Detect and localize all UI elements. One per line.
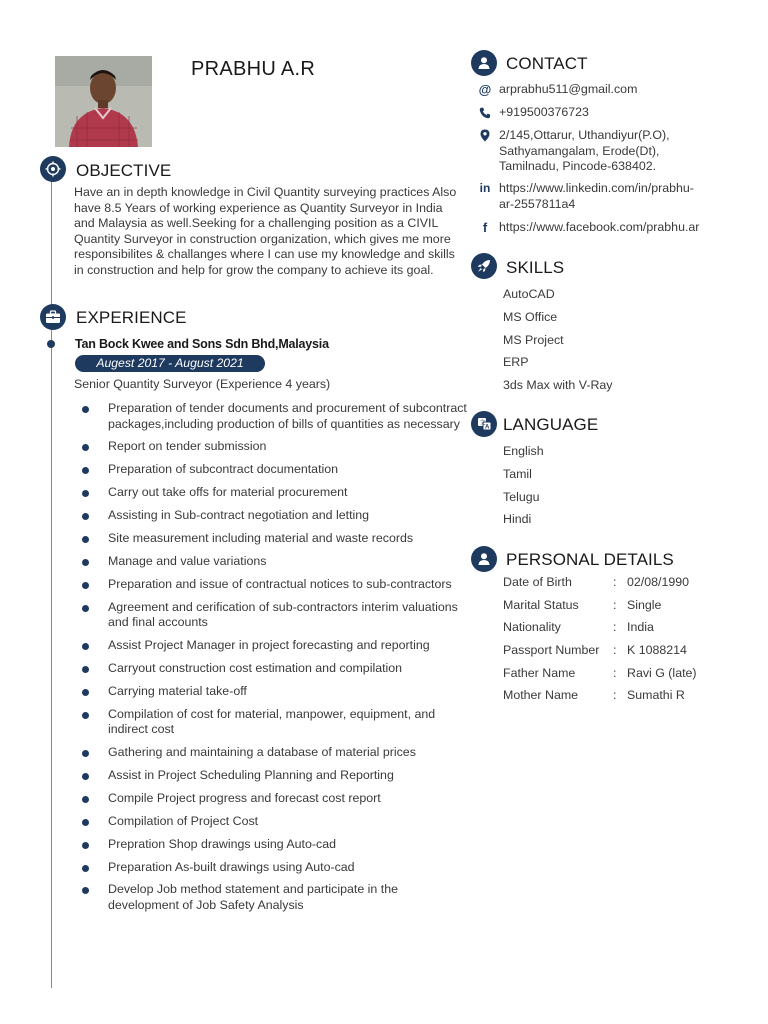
language-list <box>503 444 544 535</box>
list-item: Carry out take offs for material procurement <box>82 485 470 501</box>
personal-details-heading: PERSONAL DETAILS <box>506 550 674 569</box>
table-row <box>503 666 753 689</box>
bullet-dot <box>82 559 89 566</box>
at-sign-icon: @ <box>478 81 492 97</box>
experience-heading: EXPERIENCE <box>76 308 187 327</box>
list-item: ERP <box>503 355 529 370</box>
field-value: Ravi G (late) <box>627 665 697 680</box>
bullet-dot <box>82 842 89 849</box>
bullet-dot <box>82 887 89 894</box>
job-role: Senior Quantity Surveyor (Experience 4 years) <box>74 377 331 391</box>
list-item: Assist in Project Scheduling Planning and Reporting <box>82 768 470 784</box>
field-value: K 1088214 <box>627 643 687 658</box>
table-row <box>503 598 753 621</box>
list-item: 3ds Max with V-Ray <box>503 378 613 393</box>
field-separator: : <box>613 643 617 658</box>
person-icon <box>471 546 497 572</box>
field-value: 02/08/1990 <box>627 575 690 589</box>
field-separator: : <box>613 665 617 680</box>
bullet-dot <box>82 865 89 872</box>
employment-dates-badge: Augest 2017 - August 2021 <box>75 355 265 372</box>
language-heading: LANGUAGE <box>503 415 599 434</box>
bullet-dot <box>82 750 89 757</box>
personal-details-table <box>503 575 753 711</box>
list-item: Report on tender submission <box>82 439 470 455</box>
timeline-line <box>51 176 52 988</box>
company-name: Tan Bock Kwee and Sons Sdn Bhd,Malaysia <box>75 337 329 351</box>
table-row <box>503 643 753 666</box>
list-item: English <box>503 444 544 458</box>
bullet-dot <box>82 490 89 497</box>
bullet-dot <box>82 796 89 803</box>
target-icon <box>40 156 66 182</box>
field-label: Marital Status <box>503 597 579 612</box>
facebook-icon: f <box>482 219 488 235</box>
briefcase-icon <box>40 304 66 330</box>
bullet-dot <box>82 513 89 520</box>
skills-list <box>503 287 613 401</box>
list-item: Develop Job method statement and participate in the development of Job Safety Analysis <box>82 882 470 913</box>
location-pin-icon <box>478 128 492 143</box>
bullet-dot <box>82 819 89 826</box>
field-separator: : <box>613 575 617 589</box>
bullet-dot <box>82 712 89 719</box>
bullet-dot <box>82 467 89 474</box>
list-item: Preparation As-built drawings using Auto-cad <box>82 860 470 876</box>
objective-text: Have an in depth knowledge in Civil Quantity surveying practices Also have 8.5 Years of working experience as Quantity Surveyor in India and Malaysia as well.Seeking for a challenging position as a CIVIL Quantity Surveyor in construction organization, which gives me more responsibilites & challanges where I can use my knowledge and skills in construction and help for grow the company to achieve its goal. <box>74 185 457 277</box>
person-icon <box>471 50 497 76</box>
field-value: India <box>627 620 654 635</box>
svg-text:文: 文 <box>479 420 486 427</box>
list-item: Assist Project Manager in project forecasting and reporting <box>82 638 470 654</box>
list-item: Preparation and issue of contractual notices to sub-contractors <box>82 577 470 593</box>
list-item: Assisting in Sub-contract negotiation and letting <box>82 508 470 524</box>
list-item: AutoCAD <box>503 287 555 301</box>
bullet-dot <box>82 605 89 612</box>
field-label: Passport Number <box>503 643 600 658</box>
field-value: Sumathi R <box>627 688 685 703</box>
list-item: MS Project <box>503 332 564 347</box>
list-item: Preparation of subcontract documentation <box>82 462 470 478</box>
phone-icon <box>478 105 492 120</box>
rocket-icon <box>471 253 497 279</box>
bullet-dot <box>82 406 89 413</box>
field-separator: : <box>613 620 617 635</box>
list-item: Telugu <box>503 489 540 504</box>
list-item: Prepration Shop drawings using Auto-cad <box>82 837 470 853</box>
list-item: Preparation of tender documents and procurement of subcontract packages,including production of bills of quantities as necessary <box>82 401 470 432</box>
list-item: Compilation of cost for material, manpower, equipment, and indirect cost <box>82 707 470 738</box>
table-row <box>503 620 753 643</box>
field-value: Single <box>627 597 662 612</box>
list-item: Hindi <box>503 512 532 527</box>
bullet-dot <box>82 643 89 650</box>
timeline-dot <box>47 340 55 348</box>
language-icon <box>471 411 497 437</box>
field-label: Nationality <box>503 620 561 635</box>
table-row <box>503 688 753 711</box>
list-item: Agreement and cerification of sub-contractors interim valuations and final accounts <box>82 600 470 631</box>
field-label: Date of Birth <box>503 575 572 589</box>
bullet-dot <box>82 773 89 780</box>
list-item: Manage and value variations <box>82 554 470 570</box>
bullet-dot <box>82 582 89 589</box>
list-item: Carrying material take-off <box>82 684 470 700</box>
linkedin-icon: in <box>479 180 491 195</box>
list-item: Gathering and maintaining a database of material prices <box>82 745 470 761</box>
table-row <box>503 575 753 598</box>
svg-text:A: A <box>484 424 489 431</box>
contact-heading: CONTACT <box>506 54 588 73</box>
objective-heading: OBJECTIVE <box>76 161 172 180</box>
bullet-dot <box>82 444 89 451</box>
duties-list <box>82 401 470 921</box>
bullet-dot <box>82 689 89 696</box>
candidate-name: PRABHU A.R <box>191 58 316 80</box>
list-item: Tamil <box>503 466 532 481</box>
bullet-dot <box>82 666 89 673</box>
field-separator: : <box>613 597 617 612</box>
list-item: MS Office <box>503 309 558 324</box>
list-item: Compilation of Project Cost <box>82 814 470 830</box>
list-item: Carryout construction cost estimation and compilation <box>82 661 470 677</box>
bullet-dot <box>82 536 89 543</box>
field-separator: : <box>613 688 617 703</box>
field-label: Father Name <box>503 665 576 680</box>
field-label: Mother Name <box>503 688 579 703</box>
skills-heading: SKILLS <box>506 258 565 277</box>
list-item: Site measurement including material and waste records <box>82 531 470 547</box>
list-item: Compile Project progress and forecast cost report <box>82 791 470 807</box>
profile-photo <box>55 56 152 147</box>
